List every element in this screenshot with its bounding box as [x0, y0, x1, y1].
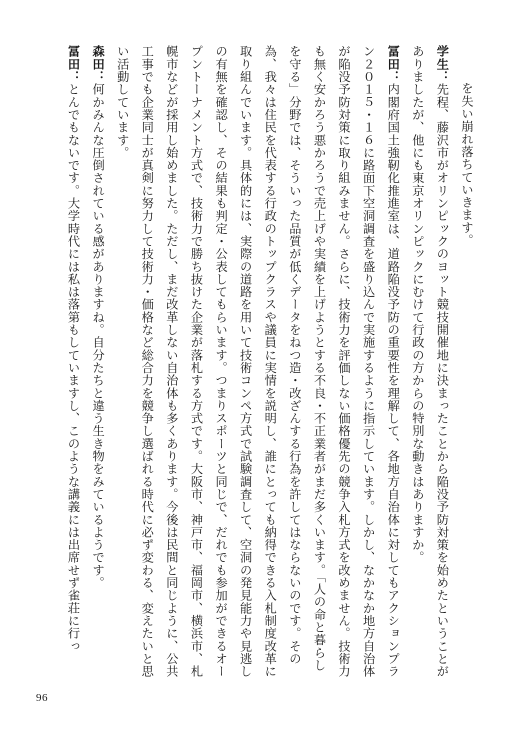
paragraph-continuation [454, 45, 479, 680]
dialogue-text: とんでもないです。大学時代には私は落第もしていますし、このような講義には出席せず雀荘に行っ [66, 82, 81, 653]
dialogue-text: 何かみんな圧倒されている感がありますね。自分たちと違う生き物をみているようです。 [91, 82, 106, 589]
speaker-label: 森田： [91, 45, 106, 83]
dialogue-text: 内閣府国土強靭化推進室は、道路陥没予防の重要性を理解して、各地方自治体に対してもアクションプラン２０１５・１６に路面下空洞調査を盛り込んで実施するように指示しています。しかし、なかなか地方自治体が陥没予防対策に取り組みません。さらに、技術力を評価しない価格優先の競争入札方式を改めません。技術力も無く安かろう悪かろうで売上げや実績を上げようとする不良・不正業者がまだ多くいます。「人の命と暮らしを守る」分野では、そういった品質が低くデータをねつ造・改ざんする行為を許してはならないのです。その為、我々は住民を代表する行政のトップクラスや議員に実情を説明し、誰にとっても納得できる入札制度改革に取り組んでいます。具体的には、実際の道路を用いて技術コンペ方式で試験調査して、空洞の発見能力や見逃しの有無を確認し、その結果も判定・公表してもらいます。つまりスポーツと同じで、だれでも参加ができるオープントーナメント方式で、技術力で勝ち抜けた企業が落札する方式です。大阪市、神戸市、福岡市、横浜市、札幌市などが採用し始めました。ただし、まだ改革しない自治体も多くあります。今後は民間と同じように、公共工事でも企業同士が真剣に努力して技術力・価格など総合力を競争し選ばれる時代に必ず変わる、変えたいと思い活動しています。 [115, 45, 401, 678]
speaker-label: 冨田： [386, 45, 401, 83]
dialogue-line-student [405, 45, 454, 680]
speaker-label: 冨田： [66, 45, 81, 83]
speaker-label: 学生： [435, 45, 450, 83]
dialogue-line-tomita [110, 45, 405, 680]
dialogue-line-tomita-2 [61, 45, 86, 680]
dialogue-line-morita [86, 45, 111, 680]
dialogue-text: 先程、藤沢市がオリンピックのヨット競技開催地に決まったことから陥没予防対策を始めたということがありましたが、他にも東京オリンピックにむけて行政の方からの特別な動きはありますか。 [410, 45, 450, 678]
page-number: 96 [36, 692, 48, 704]
paragraph-text: を失い崩れ落ちていきます。 [460, 81, 474, 247]
vertical-text-body [39, 45, 479, 680]
